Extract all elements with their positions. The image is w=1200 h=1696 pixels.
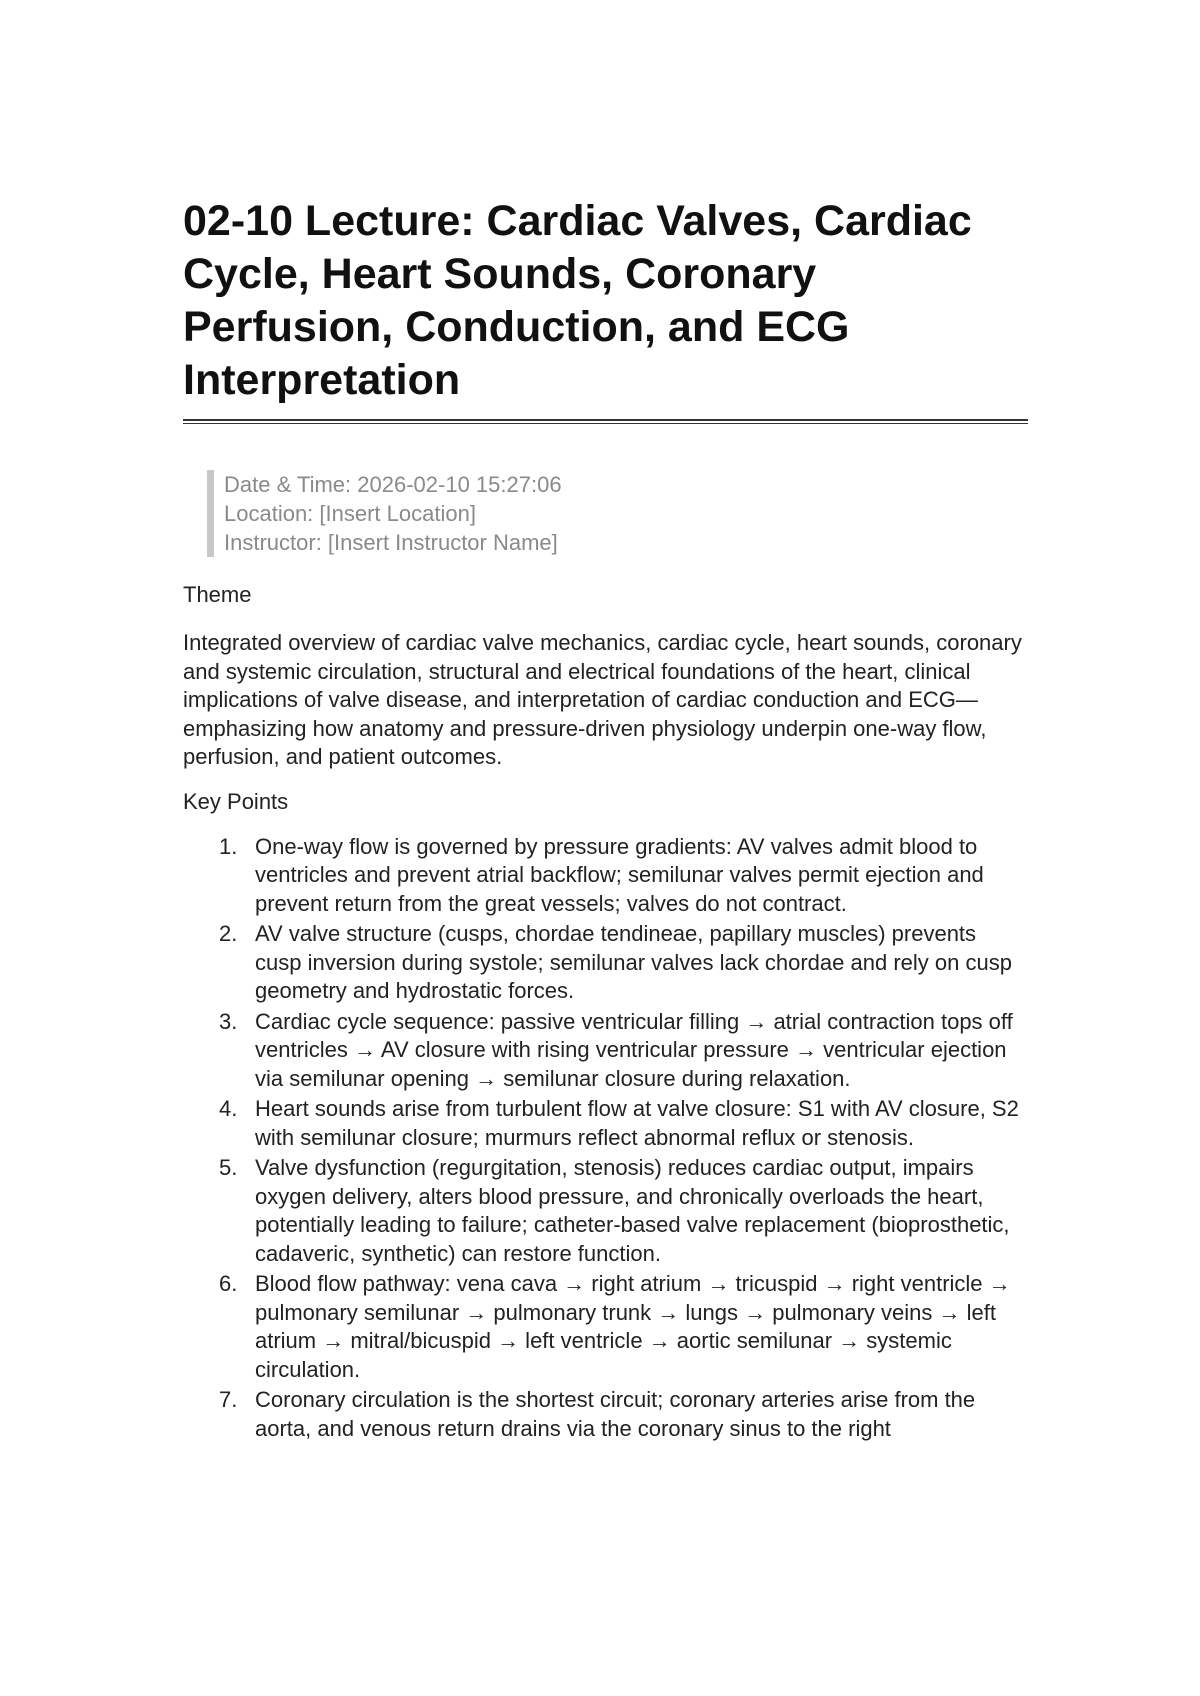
document-page: [183, 195, 1028, 1445]
key-point-text: One-way flow is governed by pressure gradients: AV valves admit blood to ventricles and prevent atrial backflow; semilunar valves permit ejection and prevent return from the great vessels; valves do not contract.: [255, 833, 984, 916]
key-point-item: [183, 1270, 1028, 1384]
key-point-item: [183, 1008, 1028, 1094]
key-point-item: [183, 1386, 1028, 1443]
key-point-text: AV valve structure (cusps, chordae tendineae, papillary muscles) prevents cusp inversion during systole; semilunar valves lack chordae and rely on cusp geometry and hydrostatic forces.: [255, 921, 1012, 1003]
key-point-item: [183, 833, 1028, 919]
theme-heading: Theme: [183, 582, 252, 607]
key-point-number: 7.: [219, 1387, 238, 1412]
document-title: 02-10 Lecture: Cardiac Valves, Cardiac Cycle, Heart Sounds, Coronary Perfusion, Conduction, and ECG Interpretation: [183, 197, 972, 404]
meta-location: Location: [Insert Location]: [224, 501, 476, 526]
key-point-item: [183, 1154, 1028, 1268]
meta-instructor: Instructor: [Insert Instructor Name]: [224, 530, 558, 555]
key-point-item: [183, 1095, 1028, 1152]
key-point-number: 2.: [219, 921, 238, 946]
theme-paragraph: Integrated overview of cardiac valve mechanics, cardiac cycle, heart sounds, coronary and systemic circulation, structural and electrical foundations of the heart, clinical implications of valve disease, and interpretation of cardiac conduction and ECG—emphasizing how anatomy and pressure-driven physiology underpin one-way flow, perfusion, and patient outcomes.: [183, 630, 1022, 769]
key-points-list: [183, 833, 1028, 1444]
lecture-meta-block: [207, 470, 1028, 557]
key-point-number: 1.: [219, 833, 238, 859]
key-point-number: 4.: [219, 1096, 238, 1121]
title-divider: [183, 419, 1028, 424]
key-point-text: Heart sounds arise from turbulent flow at valve closure: S1 with AV closure, S2 with semilunar closure; murmurs reflect abnormal reflux or stenosis.: [255, 1096, 1019, 1150]
key-point-item: [183, 920, 1028, 1006]
key-point-text: Valve dysfunction (regurgitation, stenosis) reduces cardiac output, impairs oxygen delivery, alters blood pressure, and chronically overloads the heart, potentially leading to failure; catheter-based valve replacement (bioprosthetic, cadaveric, synthetic) can restore function.: [255, 1155, 1010, 1266]
key-point-number: 5.: [219, 1155, 238, 1180]
key-point-number: 6.: [219, 1271, 238, 1296]
key-points-heading: Key Points: [183, 788, 289, 814]
key-point-text: Blood flow pathway: vena cava → right atrium → tricuspid → right ventricle → pulmonary semilunar → pulmonary trunk → lungs → pulmonary veins → left atrium → mitral/bicuspid → left ventricle → aortic semilunar → systemic circulation.: [255, 1271, 1011, 1382]
key-point-text: Cardiac cycle sequence: passive ventricular filling → atrial contraction tops off ventricles → AV closure with rising ventricular pressure → ventricular ejection via semilunar opening → semilunar closure during relaxation.: [255, 1008, 1013, 1091]
key-point-number: 3.: [219, 1008, 238, 1034]
meta-date-time: Date & Time: 2026-02-10 15:27:06: [224, 472, 562, 497]
key-point-text: Coronary circulation is the shortest circuit; coronary arteries arise from the aorta, and venous return drains via the coronary sinus to the right: [255, 1387, 976, 1441]
